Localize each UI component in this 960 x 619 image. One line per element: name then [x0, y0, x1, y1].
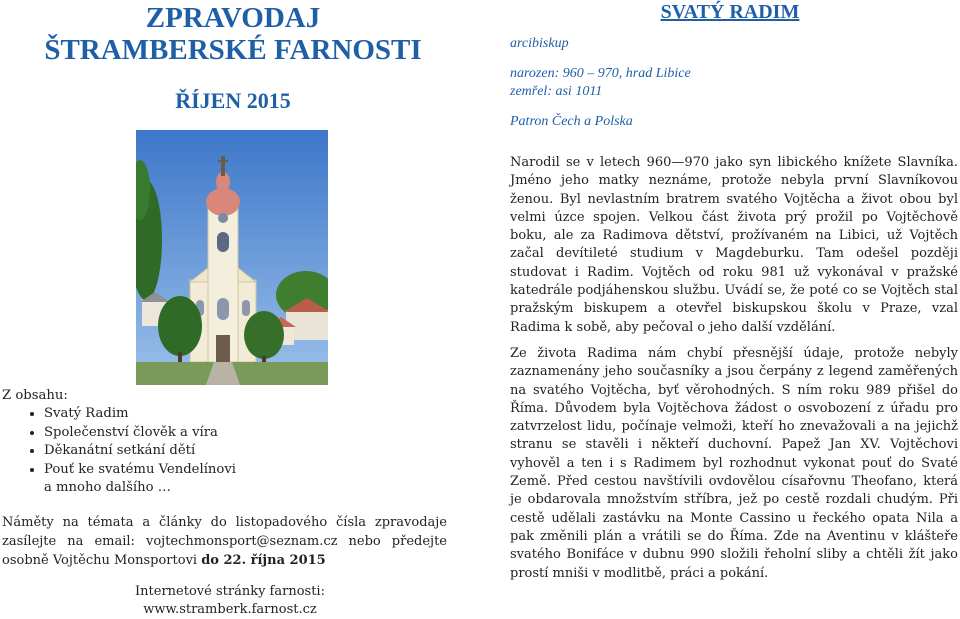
contents-item: • Pouť ke svatému Vendelínovi: [44, 461, 442, 480]
contents-list: [2, 405, 442, 498]
saint-died: zemřel: asi 1011: [510, 84, 603, 99]
saint-name-heading: SVATÝ RADIM: [660, 1, 800, 23]
saint-born: narozen: 960 – 970, hrad Libice: [510, 66, 691, 81]
saint-paragraph-2: Ze života Radima nám chybí přesnější údaje, protože nebyly zaznamenány jeho současníky a jsou čerpány z legend zaměřených na svatého Vojtěcha, byť věrohodných. S ním roku 989 přišel do Říma. Důvodem byla Vojtěchova žádost o osvobození z úřadu pro zatvrzelost lidu, počínaje velmoži, kteří ho znevažovali a na jejichž stranu se stavěli i někteří duchovní. Papež Jan XV. Vojtěchovi vyhověl a ten i s Radimem byl rozhodnut vykonat pouť do Svaté Země. Před cestou navštívili ovdovělou císařovnu Theofano, která je obdarovala množstvím stříbra, jež po cestě rozdali chudým. Při cestě udělali zastávku na Monte Cassino u řeckého opata Nila a pak změnili plán a vrátili se do Říma. Zde na Aventinu v klášteře svatého Bonifáce v dubnu 990 složili řeholní sliby a chtěli žít jako prostí mniši v modlitbě, práci a pokání.: [510, 346, 958, 581]
contents-item: • Svatý Radim: [44, 405, 442, 424]
saint-role: arcibiskup: [510, 36, 569, 51]
submission-note: [2, 513, 447, 570]
submission-deadline: do 22. října 2015: [201, 553, 326, 568]
contents-item: • Děkanátní setkání dětí: [44, 442, 442, 461]
contents-item: • Společenství člověk a víra: [44, 424, 442, 443]
contents-item: a mnoho dalšího …: [44, 480, 171, 495]
website-url[interactable]: www.stramberk.farnost.cz: [143, 602, 317, 617]
newsletter-title-line2: ŠTRAMBERSKÉ FARNOSTI: [44, 34, 422, 66]
website-label: Internetové stránky farnosti:: [135, 584, 325, 599]
contents-box: [2, 386, 442, 498]
saint-paragraph-1: Narodil se v letech 960—970 jako syn libického knížete Slavníka. Jméno jeho matky neznáme, protože nebyla první Slavníkovou ženou. Byl nevlastním bratrem svatého Vojtěcha a život obou byl velmi úzce spojen. Velkou část života prý prožil po Vojtěchově boku, ale za Radimova dětství, prožívaném na Libici, už Vojtěch začal devítileté studium v Magdeburku. Tam odešel později studovat i Radim. Vojtěch od roku 981 už vykonával v pražské katedrále podjáhenskou službu. Uvádí se, že poté co se Vojtěch stal pražským biskupem a otevřel biskupskou školu v Praze, vzal Radima k sobě, aby pečoval o jeho další vzdělání.: [510, 155, 958, 335]
issue-month: ŘÍJEN 2015: [175, 88, 291, 113]
church-illustration: [136, 130, 328, 385]
saint-patron: Patron Čech a Polska: [510, 114, 633, 129]
website-info: [120, 583, 340, 619]
newsletter-title-line1: ZPRAVODAJ: [145, 2, 321, 34]
submission-text: Náměty na témata a články do listopadového čísla zpravodaje zasílejte na email: vojtechmonsport@seznam.cz nebo předejte osobně Vojtěchu Monsportovi: [2, 515, 447, 568]
contents-heading: Z obsahu:: [2, 388, 68, 403]
church-photo: [136, 130, 328, 385]
